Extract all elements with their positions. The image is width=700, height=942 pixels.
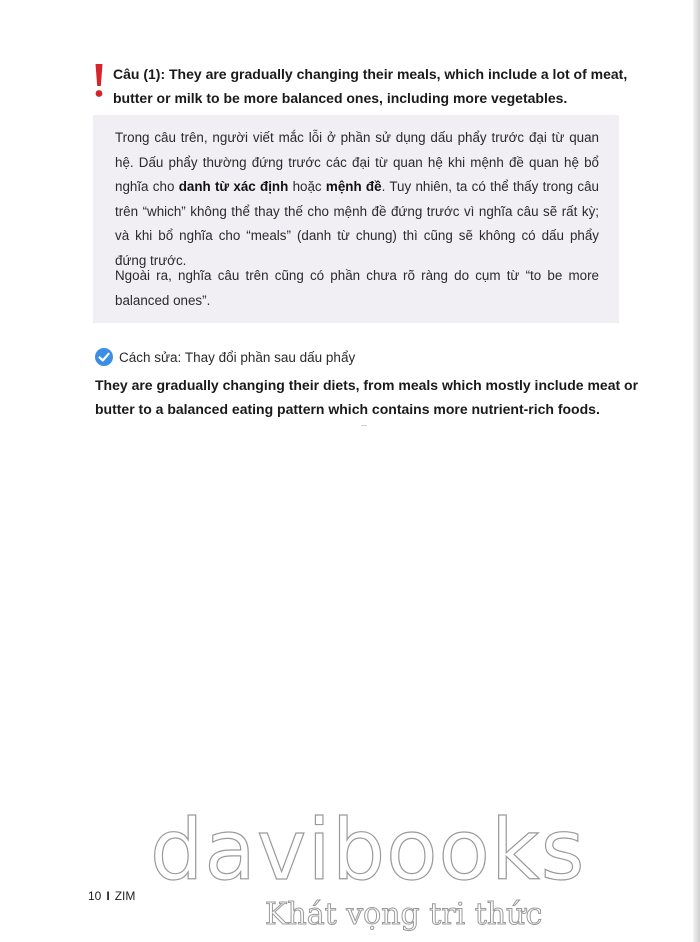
error-sentence: Câu (1): They are gradually changing their meals, which include a lot of meat, butter or milk to be more balanced ones, including more vegetables. bbox=[113, 66, 628, 106]
page-edge bbox=[693, 0, 700, 942]
explanation-paragraph-1 bbox=[115, 126, 599, 273]
watermark bbox=[150, 801, 586, 932]
fix-label: Cách sửa: Thay đổi phần sau dấu phẩy bbox=[119, 349, 356, 365]
explanation-text: hoặc bbox=[288, 179, 326, 194]
stray-mark bbox=[361, 425, 367, 426]
explanation-bold-term: danh từ xác định bbox=[178, 179, 289, 194]
check-circle-icon bbox=[95, 348, 113, 366]
explanation-box bbox=[93, 115, 619, 323]
watermark-main: davibooks bbox=[150, 801, 586, 899]
footer-separator: I bbox=[106, 889, 110, 903]
explanation-bold-term: mệnh đề bbox=[325, 179, 382, 194]
page-number: 10 bbox=[88, 889, 102, 903]
error-sentence-block bbox=[95, 62, 655, 110]
explanation-text: Trong câu trên, người viết mắc lỗi ở phần sử dụng dấu phẩy trước đại từ quan hệ. Dấu phẩy thường đứng trước các đại từ quan hệ khi mệnh đề quan hệ bổ nghĩa cho bbox=[115, 130, 599, 194]
footer-brand: ZIM bbox=[114, 889, 136, 903]
watermark-sub: Khát vọng tri thức bbox=[265, 897, 543, 932]
page-footer bbox=[88, 889, 135, 903]
exclamation-icon bbox=[94, 64, 104, 98]
fix-heading bbox=[95, 348, 355, 366]
corrected-sentence: They are gradually changing their diets, from meals which mostly include meat or butter to a balanced eating pattern which contains more nutrient-rich foods. bbox=[95, 377, 639, 417]
explanation-text: . Tuy nhiên, ta có thể thấy trong câu trên “which” không thể thay thế cho mệnh đề đứng trước vì nghĩa câu sẽ rất kỳ; và khi bổ nghĩa cho “meals” (danh từ chung) thì cũng sẽ không có dấu phẩy đứng trước. bbox=[115, 179, 600, 268]
explanation-paragraph-2: Ngoài ra, nghĩa câu trên cũng có phần chưa rõ ràng do cụm từ “to be more balanced ones”. bbox=[115, 268, 599, 308]
